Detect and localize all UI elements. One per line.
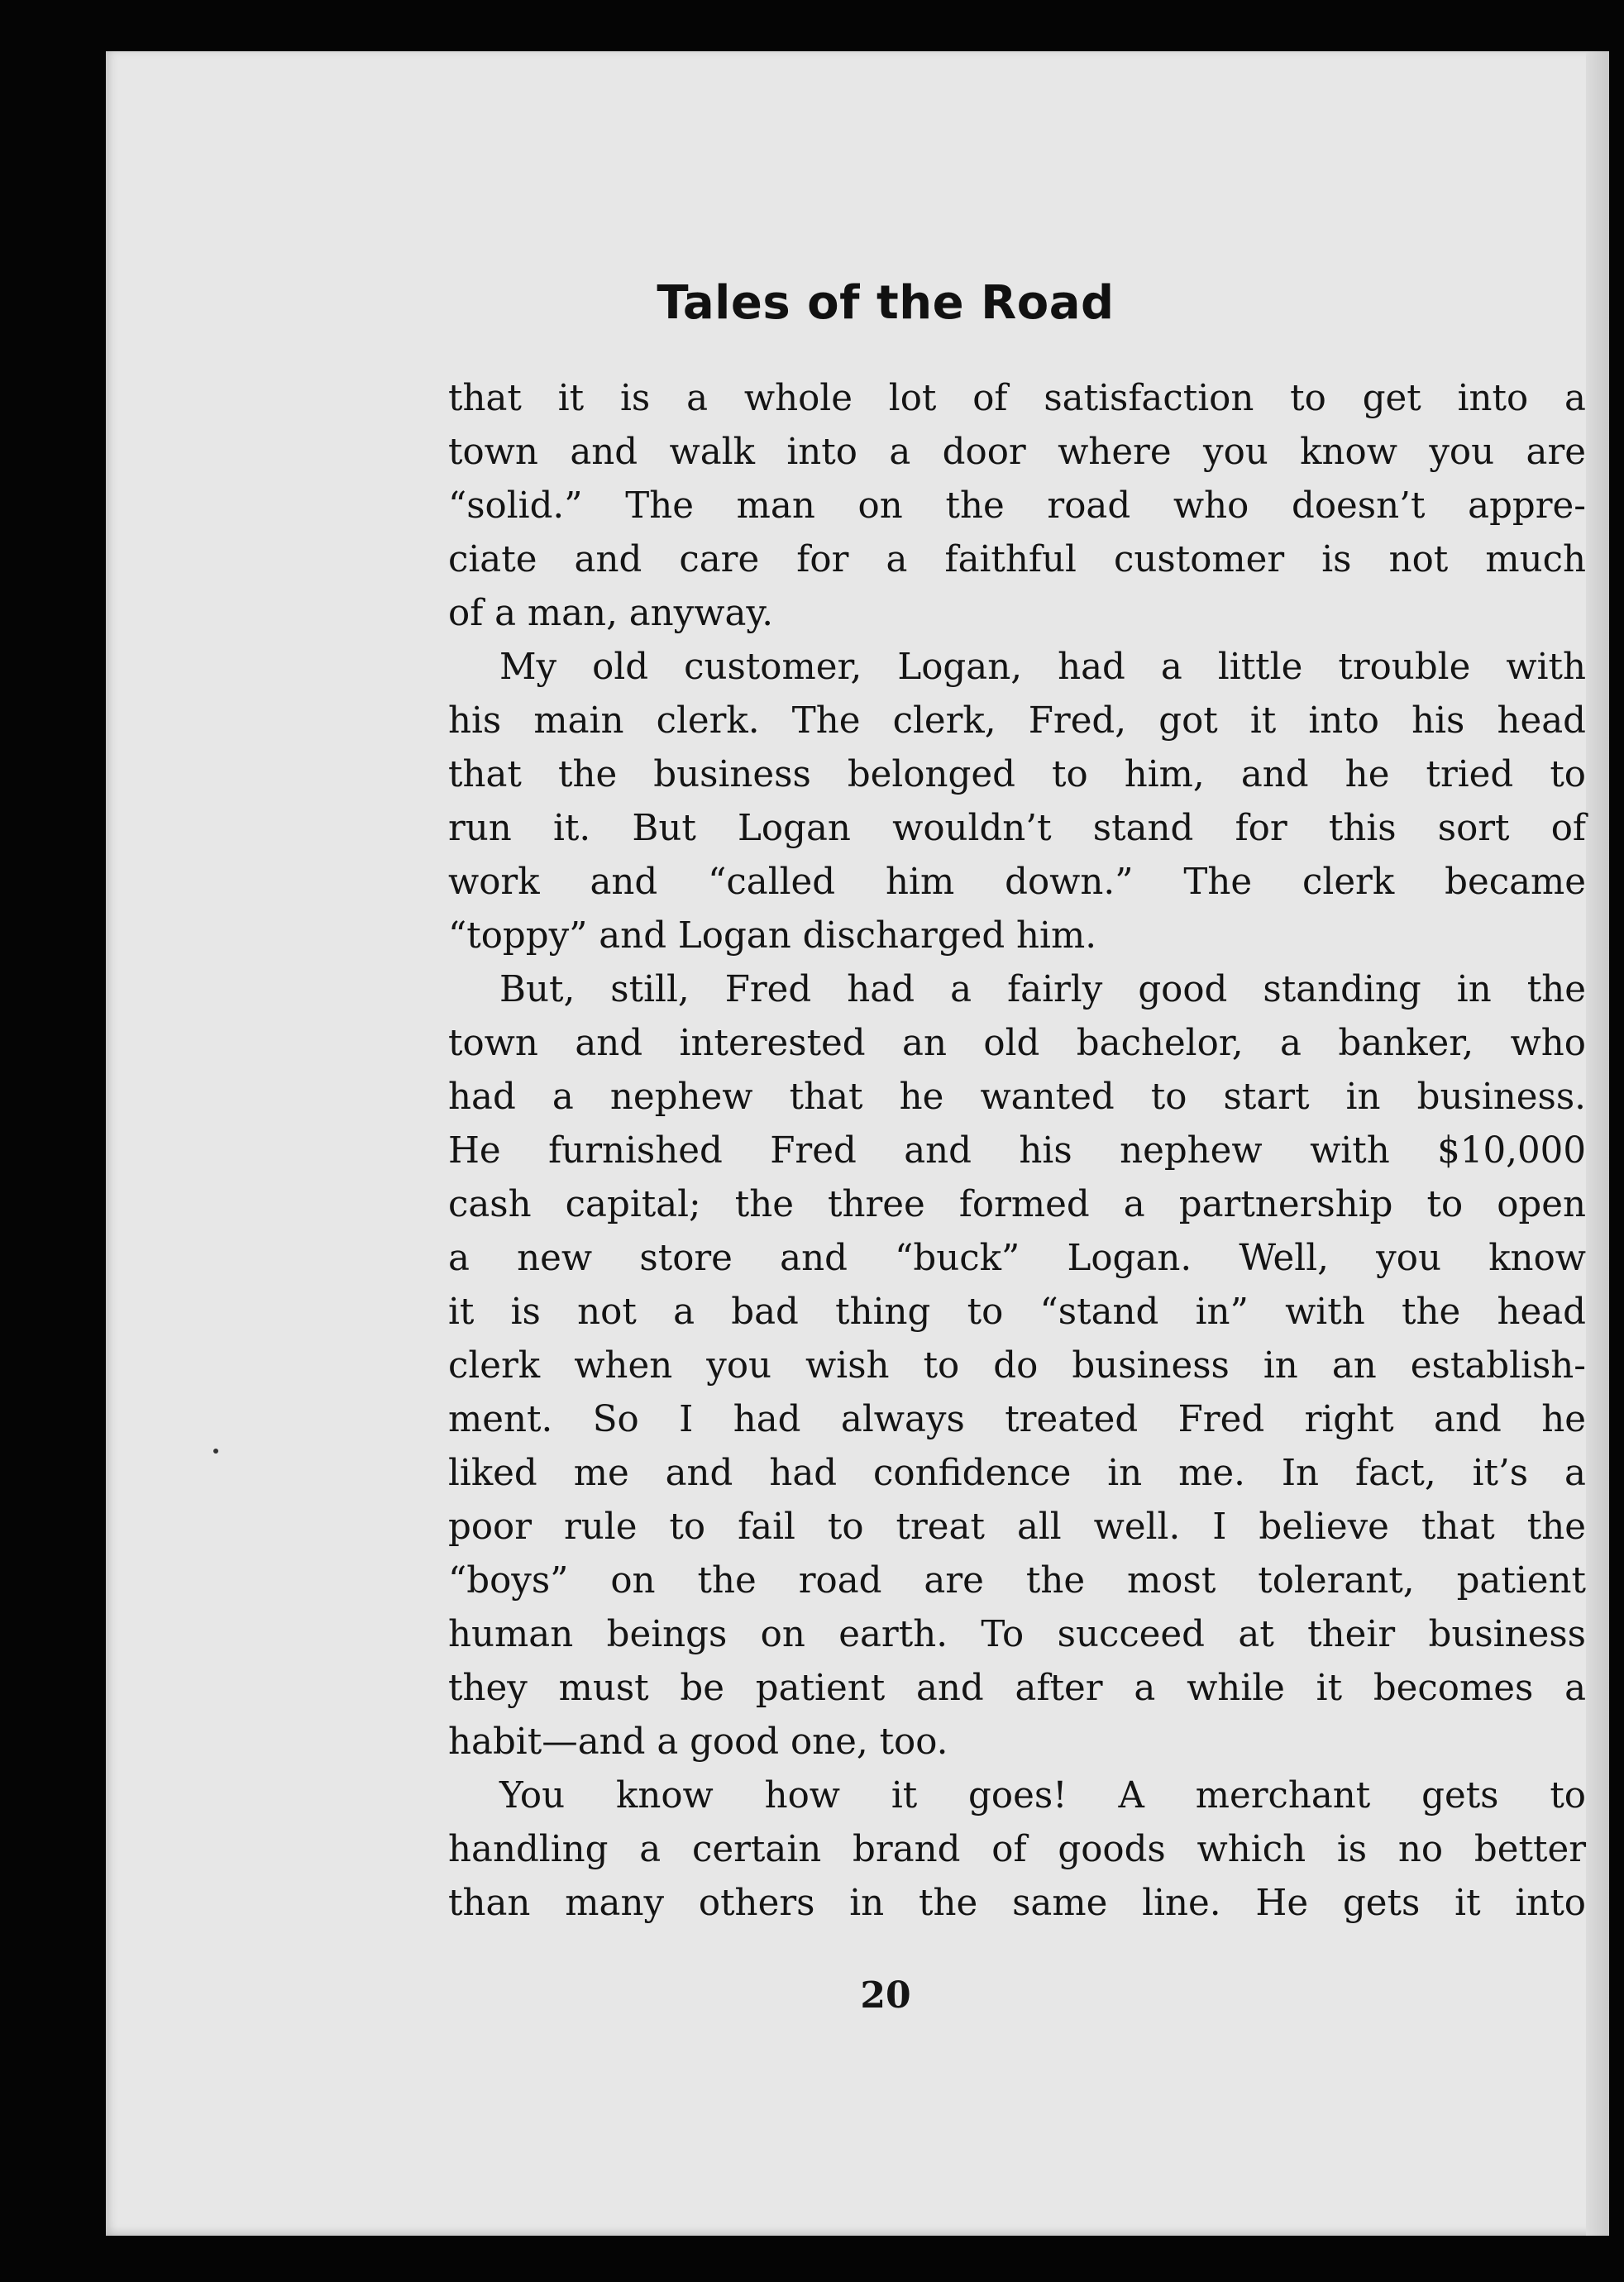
text-line: “solid.” The man on the road who doesn’t appre-: [448, 485, 1586, 527]
page-edge: [1586, 51, 1609, 2236]
text-line: his main clerk. The clerk, Fred, got it into his head: [448, 700, 1586, 742]
text-line: town and interested an old bachelor, a banker, who: [448, 1023, 1586, 1064]
text-line: cash capital; the three formed a partnership to open: [448, 1184, 1586, 1225]
text-line: that the business belonged to him, and he tried to: [448, 754, 1586, 795]
text-line: ciate and care for a faithful customer is not much: [448, 539, 1586, 580]
text-line: than many others in the same line. He gets it into: [448, 1883, 1586, 1924]
text-line: run it. But Logan wouldn’t stand for this sort of: [448, 808, 1586, 849]
text-line: it is not a bad thing to “stand in” with the head: [448, 1291, 1586, 1333]
text-line: handling a certain brand of goods which is no better: [448, 1829, 1586, 1870]
book-page: [106, 51, 1609, 2236]
text-line: He furnished Fred and his nephew with $10,000: [448, 1130, 1586, 1172]
text-line: clerk when you wish to do business in an establish-: [448, 1345, 1586, 1387]
text-line: poor rule to fail to treat all well. I believe that the: [448, 1506, 1586, 1548]
text-line: My old customer, Logan, had a little trouble with: [499, 647, 1586, 688]
text-line: human beings on earth. To succeed at their business: [448, 1614, 1586, 1655]
text-line: that it is a whole lot of satisfaction to get into a: [448, 378, 1586, 419]
text-line: ment. So I had always treated Fred right and he: [448, 1399, 1586, 1440]
running-head: Tales of the Road: [657, 276, 1115, 330]
text-line: “boys” on the road are the most tolerant, patient: [448, 1560, 1586, 1602]
text-line: they must be patient and after a while it becomes a: [448, 1668, 1586, 1709]
text-line: work and “called him down.” The clerk became: [448, 862, 1586, 903]
text-line: But, still, Fred had a fairly good standing in the: [499, 969, 1586, 1010]
text-line: a new store and “buck” Logan. Well, you know: [448, 1238, 1586, 1279]
text-line: You know how it goes! A merchant gets to: [499, 1775, 1586, 1817]
page-number: 20: [860, 1974, 911, 2017]
text-line: had a nephew that he wanted to start in business.: [448, 1077, 1586, 1118]
text-line: “toppy” and Logan discharged him.: [448, 915, 1097, 957]
text-line: habit—and a good one, too.: [448, 1721, 948, 1763]
text-line: liked me and had confidence in me. In fact, it’s a: [448, 1453, 1586, 1494]
scan-speck: [213, 1449, 218, 1454]
body-text: [448, 372, 1586, 1931]
text-line: of a man, anyway.: [448, 593, 774, 634]
text-line: town and walk into a door where you know you are: [448, 432, 1586, 473]
